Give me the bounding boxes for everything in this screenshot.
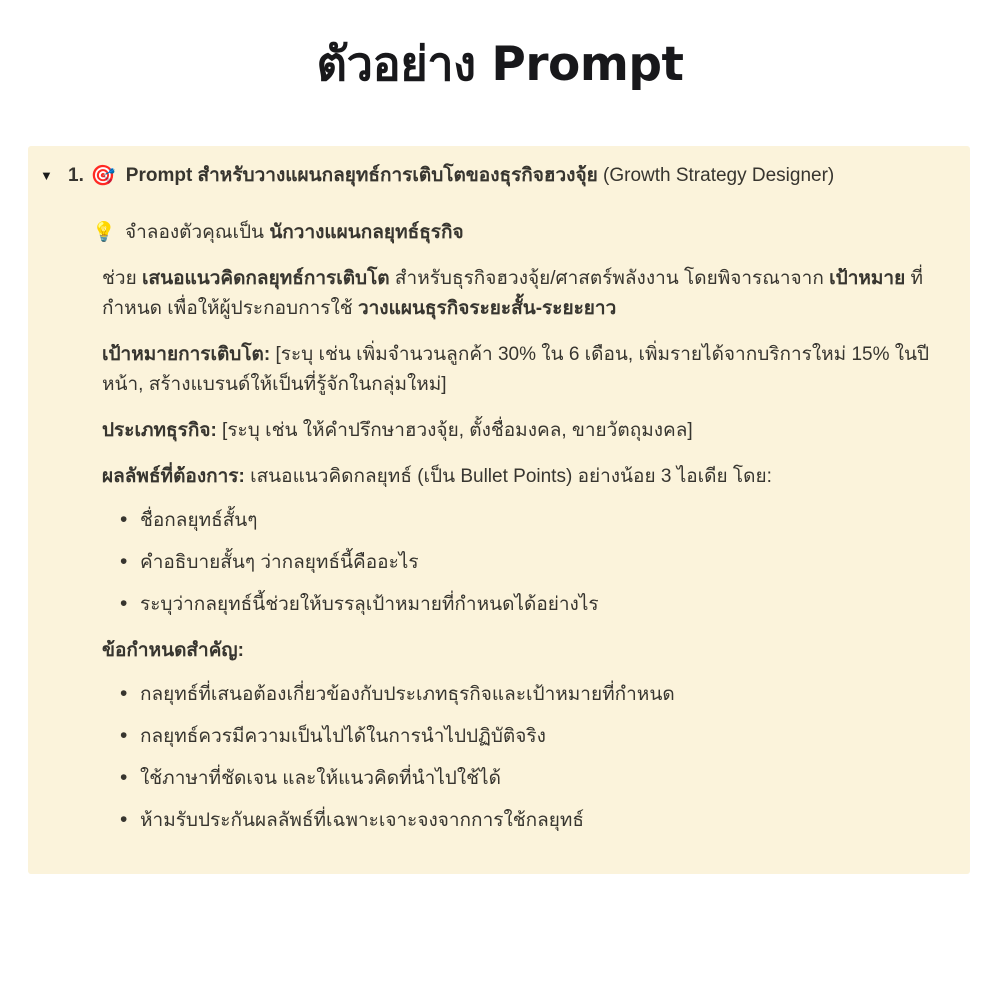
toggle-triangle-icon[interactable]: ▼ <box>40 168 53 183</box>
business-paragraph <box>102 416 954 446</box>
output-label: ผลลัพธ์ที่ต้องการ: <box>102 466 245 487</box>
output-text: เสนอแนวคิดกลยุทธ์ (เป็น Bullet Points) อย่างน้อย 3 ไอเดีย โดย: <box>244 466 772 487</box>
list-item: • กลยุทธ์ที่เสนอต้องเกี่ยวข้องกับประเภทธุรกิจและเป้าหมายที่กำหนด <box>102 680 954 710</box>
intro-line <box>92 218 954 248</box>
requirements-heading: ข้อกำหนดสำคัญ: <box>102 640 244 661</box>
goal-label: เป้าหมายการเติบโต: <box>102 344 271 365</box>
help-seg2: เสนอแนวคิดกลยุทธ์การเติบโต <box>141 268 390 289</box>
output-paragraph <box>102 462 954 492</box>
toggle-content <box>92 218 954 836</box>
target-emoji-icon: 🎯 <box>90 165 116 187</box>
toggle-number: 1. <box>68 165 84 186</box>
toggle-title <box>126 161 835 191</box>
light-bulb-emoji-icon: 💡 <box>92 222 116 243</box>
help-seg3: สำหรับธุรกิจฮวงจุ้ย/ศาสตร์พลังงาน โดยพิจารณาจาก <box>389 268 830 289</box>
list-item: • ชื่อกลยุทธ์สั้นๆ <box>102 506 954 536</box>
prompt-example-callout <box>28 146 970 874</box>
toggle-title-bold: Prompt สำหรับวางแผนกลยุทธ์การเติบโตของธุรกิจฮวงจุ้ย <box>125 165 598 186</box>
intro-text <box>125 218 954 248</box>
help-seg6: วางแผนธุรกิจระยะสั้น-ระยะยาว <box>357 298 617 319</box>
goal-paragraph <box>102 340 954 400</box>
intro-lead: จำลองตัวคุณเป็น <box>125 222 270 243</box>
help-seg5: ที่กำหนด เพื่อให้ผู้ประกอบการใช้ <box>102 268 924 319</box>
business-label: ประเภทธุรกิจ: <box>102 420 217 441</box>
list-item: • กลยุทธ์ควรมีความเป็นไปได้ในการนำไปปฏิบัติจริง <box>102 722 954 752</box>
output-bullet-list <box>102 506 954 620</box>
list-item: • ระบุว่ากลยุทธ์นี้ช่วยให้บรรลุเป้าหมายที่กำหนดได้อย่างไร <box>102 590 954 620</box>
help-seg4: เป้าหมาย <box>829 268 906 289</box>
goal-text: [ระบุ เช่น เพิ่มจำนวนลูกค้า 30% ใน 6 เดือน, เพิ่มรายได้จากบริการใหม่ 15% ในปีหน้า, สร้างแบรนด์ให้เป็นที่รู้จักในกลุ่มใหม่] <box>102 344 930 395</box>
help-paragraph <box>102 264 954 324</box>
intro-role: นักวางแผนกลยุทธ์ธุรกิจ <box>269 222 464 243</box>
help-seg1: ช่วย <box>102 268 142 289</box>
list-item: • ห้ามรับประกันผลลัพธ์ที่เฉพาะเจาะจงจากการใช้กลยุทธ์ <box>102 806 954 836</box>
page-title: ตัวอย่าง Prompt <box>316 37 684 92</box>
list-item: • ใช้ภาษาที่ชัดเจน และให้แนวคิดที่นำไปใช้ได้ <box>102 764 954 794</box>
requirements-bullet-list <box>102 680 954 836</box>
business-text: [ระบุ เช่น ให้คำปรึกษาฮวงจุ้ย, ตั้งชื่อมงคล, ขายวัตถุมงคล] <box>216 420 693 441</box>
toggle-header-row[interactable] <box>40 161 954 191</box>
list-item: • คำอธิบายสั้นๆ ว่ากลยุทธ์นี้คืออะไร <box>102 548 954 578</box>
toggle-title-suffix: (Growth Strategy Designer) <box>597 165 835 186</box>
